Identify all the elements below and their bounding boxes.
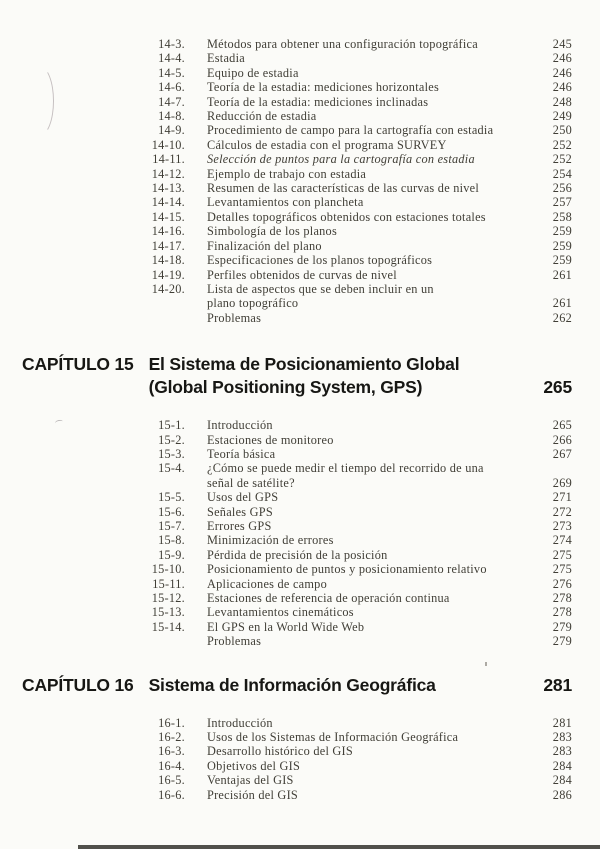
entry-title: ¿Cómo se puede medir el tiempo del recorrido de una señal de satélite? (207, 461, 484, 490)
entry-number: 14-20. (151, 281, 185, 296)
entry-page-number: 248 (552, 94, 572, 109)
toc-entry (0, 80, 572, 94)
toc-entry (0, 268, 572, 282)
entry-number: 16-4. (158, 758, 185, 773)
entry-title: Procedimiento de campo para la cartografía con estadia (207, 123, 494, 138)
entry-page-number: 259 (552, 253, 572, 268)
entry-page-number: 261 (552, 296, 572, 311)
toc-entry (0, 95, 572, 109)
entry-page-number: 256 (552, 181, 572, 196)
entry-number: 15-3. (158, 446, 185, 461)
entry-page-number: 286 (552, 787, 572, 802)
entry-title: Métodos para obtener una configuración topográfica (207, 37, 478, 51)
entry-page-number: 275 (552, 547, 572, 562)
entry-page-number: 279 (552, 634, 572, 649)
entry-title: Problemas (207, 310, 262, 325)
entry-page-number: 246 (552, 51, 572, 66)
chapter-label: CAPÍTULO 15 (22, 354, 134, 375)
toc-entry (0, 577, 572, 591)
entry-title: Errores GPS (207, 518, 272, 533)
chapter-title: Sistema de Información Geográfica (148, 674, 436, 695)
entry-title: Teoría de la estadia: mediciones horizontales (207, 80, 439, 95)
entry-title: Teoría básica (207, 446, 276, 461)
entry-number: 14-19. (151, 267, 185, 282)
entry-number: 15-6. (158, 504, 185, 519)
toc-entry (0, 195, 572, 209)
toc-entry (0, 461, 572, 490)
entry-title: Simbología de los planos (207, 224, 337, 239)
chapter-title: El Sistema de Posicionamiento Global (Global Positioning System, GPS) (148, 354, 460, 398)
entry-page-number: 249 (552, 109, 572, 124)
toc-entry (0, 167, 572, 181)
toc-entry (0, 37, 572, 51)
entry-page-number: 271 (552, 490, 572, 505)
chapter-page-number: 281 (543, 674, 572, 695)
entry-number: 14-12. (151, 166, 185, 181)
entry-number: 14-13. (151, 181, 185, 196)
entry-page-number: 246 (552, 80, 572, 95)
entry-page-number: 258 (552, 209, 572, 224)
entry-number: 14-14. (151, 195, 185, 210)
entry-page-number: 278 (552, 591, 572, 605)
entry-number: 16-5. (158, 773, 185, 788)
toc-entry (0, 51, 572, 65)
entry-title: Aplicaciones de campo (207, 576, 327, 591)
entry-title: Señales GPS (207, 504, 273, 519)
toc-entry (0, 447, 572, 461)
entry-page-number: 250 (552, 123, 572, 138)
entry-number: 14-4. (158, 51, 185, 66)
chapter-page-number: 265 (543, 377, 572, 398)
entry-page-number: 252 (552, 137, 572, 152)
entry-title: Equipo de estadia (207, 65, 299, 80)
entry-number: 15-1. (158, 418, 185, 433)
entry-number: 15-14. (151, 619, 185, 634)
entry-title: Pérdida de precisión de la posición (207, 547, 388, 562)
entry-number: 14-18. (151, 253, 185, 268)
entry-page-number: 254 (552, 166, 572, 181)
toc-entry (0, 634, 572, 648)
entry-number: 15-4. (158, 461, 185, 476)
entry-title: Selección de puntos para la cartografía con estadia (207, 152, 475, 167)
toc-entry (0, 548, 572, 562)
entry-title: Usos de los Sistemas de Información Geográfica (207, 730, 459, 745)
entry-page-number: 275 (552, 562, 572, 577)
entry-page-number: 266 (552, 432, 572, 447)
toc-entry (0, 591, 572, 605)
entry-page-number: 269 (552, 475, 572, 490)
entry-page-number: 276 (552, 576, 572, 591)
entry-page-number: 281 (552, 715, 572, 730)
toc-entry (0, 605, 572, 619)
entry-title: Teoría de la estadia: mediciones inclinadas (207, 94, 429, 109)
toc-entry (0, 109, 572, 123)
toc-entry (0, 773, 572, 787)
chapter-14-entries (0, 37, 572, 325)
entry-number: 15-8. (158, 533, 185, 548)
entry-page-number: 259 (552, 238, 572, 253)
toc-entry (0, 224, 572, 238)
toc-entry (0, 239, 572, 253)
toc-entry (0, 311, 572, 325)
entry-page-number: 245 (552, 37, 572, 51)
entry-title: Desarrollo histórico del GIS (207, 744, 353, 759)
entry-page-number: 246 (552, 65, 572, 80)
entry-title: Minimización de errores (207, 533, 334, 548)
entry-title: Levantamientos cinemáticos (207, 605, 354, 620)
entry-number: 14-11. (152, 152, 185, 167)
toc-entry (0, 716, 572, 730)
entry-page-number: 267 (552, 446, 572, 461)
toc-entry (0, 620, 572, 634)
entry-number: 15-2. (158, 432, 185, 447)
page-edge-shadow (78, 845, 600, 849)
entry-page-number: 262 (552, 310, 572, 325)
toc-entry (0, 138, 572, 152)
toc-entry (0, 210, 572, 224)
entry-page-number: 273 (552, 518, 572, 533)
entry-number: 14-3. (158, 37, 185, 51)
toc-entry (0, 788, 572, 802)
toc-entry (0, 533, 572, 547)
chapter-16-heading (0, 674, 572, 697)
entry-page-number: 284 (552, 773, 572, 788)
toc-entry (0, 519, 572, 533)
entry-title: Ventajas del GIS (207, 773, 294, 788)
entry-title: Estadia (207, 51, 245, 66)
entry-number: 15-11. (152, 576, 185, 591)
toc-entry (0, 490, 572, 504)
toc-entry (0, 282, 572, 311)
toc-entry (0, 152, 572, 166)
entry-page-number: 283 (552, 744, 572, 759)
entry-title: Introducción (207, 715, 273, 730)
chapter-15-entries (0, 418, 572, 649)
toc-entry (0, 66, 572, 80)
entry-number: 14-16. (151, 224, 185, 239)
entry-title: Detalles topográficos obtenidos con estaciones totales (207, 209, 486, 224)
entry-number: 14-6. (158, 80, 185, 95)
toc-entry (0, 744, 572, 758)
entry-number: 15-5. (158, 490, 185, 505)
entry-number: 14-17. (151, 238, 185, 253)
entry-number: 14-9. (158, 123, 185, 138)
entry-page-number: 272 (552, 504, 572, 519)
entry-title: Ejemplo de trabajo con estadia (207, 166, 367, 181)
toc-entry (0, 181, 572, 195)
entry-title: Especificaciones de los planos topográficos (207, 253, 433, 268)
toc-entry (0, 253, 572, 267)
entry-page-number: 278 (552, 605, 572, 620)
entry-number: 14-7. (158, 94, 185, 109)
entry-page-number: 283 (552, 730, 572, 745)
entry-number: 16-1. (158, 715, 185, 730)
entry-page-number: 279 (552, 619, 572, 634)
entry-title: Perfiles obtenidos de curvas de nivel (207, 267, 397, 282)
toc-entry (0, 562, 572, 576)
toc-entry (0, 505, 572, 519)
entry-title: Resumen de las características de las curvas de nivel (207, 181, 480, 196)
entry-number: 15-10. (151, 562, 185, 577)
entry-number: 14-8. (158, 109, 185, 124)
entry-page-number: 261 (552, 267, 572, 282)
entry-number: 15-12. (151, 591, 185, 605)
entry-title: Cálculos de estadia con el programa SURVEY (207, 137, 447, 152)
entry-number: 15-13. (151, 605, 185, 620)
entry-page-number: 257 (552, 195, 572, 210)
toc-entry (0, 433, 572, 447)
entry-title: Estaciones de monitoreo (207, 432, 334, 447)
entry-number: 14-5. (158, 65, 185, 80)
toc-entry (0, 759, 572, 773)
entry-title: Posicionamiento de puntos y posicionamiento relativo (207, 562, 487, 577)
entry-number: 16-2. (158, 730, 185, 745)
entry-page-number: 259 (552, 224, 572, 239)
entry-title: Estaciones de referencia de operación continua (207, 591, 450, 605)
entry-title: Precisión del GIS (207, 787, 299, 802)
entry-page-number: 274 (552, 533, 572, 548)
entry-title: Problemas (207, 634, 262, 649)
entry-page-number: 265 (552, 418, 572, 433)
entry-page-number: 284 (552, 758, 572, 773)
entry-title: El GPS en la World Wide Web (207, 619, 365, 634)
entry-title: Usos del GPS (207, 490, 279, 505)
entry-number: 14-15. (151, 209, 185, 224)
entry-title: Lista de aspectos que se deben incluir en un plano topográfico (207, 281, 434, 311)
toc-entry (0, 123, 572, 137)
toc-entry (0, 730, 572, 744)
toc-entry (0, 418, 572, 432)
entry-title: Finalización del plano (207, 238, 322, 253)
entry-title: Objetivos del GIS (207, 758, 301, 773)
entry-number: 14-10. (151, 137, 185, 152)
entry-title: Levantamientos con plancheta (207, 195, 364, 210)
chapter-15-heading (0, 353, 572, 399)
entry-title: Reducción de estadia (207, 109, 317, 124)
entry-number: 15-9. (158, 547, 185, 562)
entry-number: 16-6. (158, 787, 185, 802)
entry-title: Introducción (207, 418, 273, 433)
chapter-16-entries (0, 716, 572, 802)
entry-page-number: 252 (552, 152, 572, 167)
entry-number: 15-7. (158, 518, 185, 533)
chapter-label: CAPÍTULO 16 (22, 674, 134, 695)
entry-number: 16-3. (158, 744, 185, 759)
